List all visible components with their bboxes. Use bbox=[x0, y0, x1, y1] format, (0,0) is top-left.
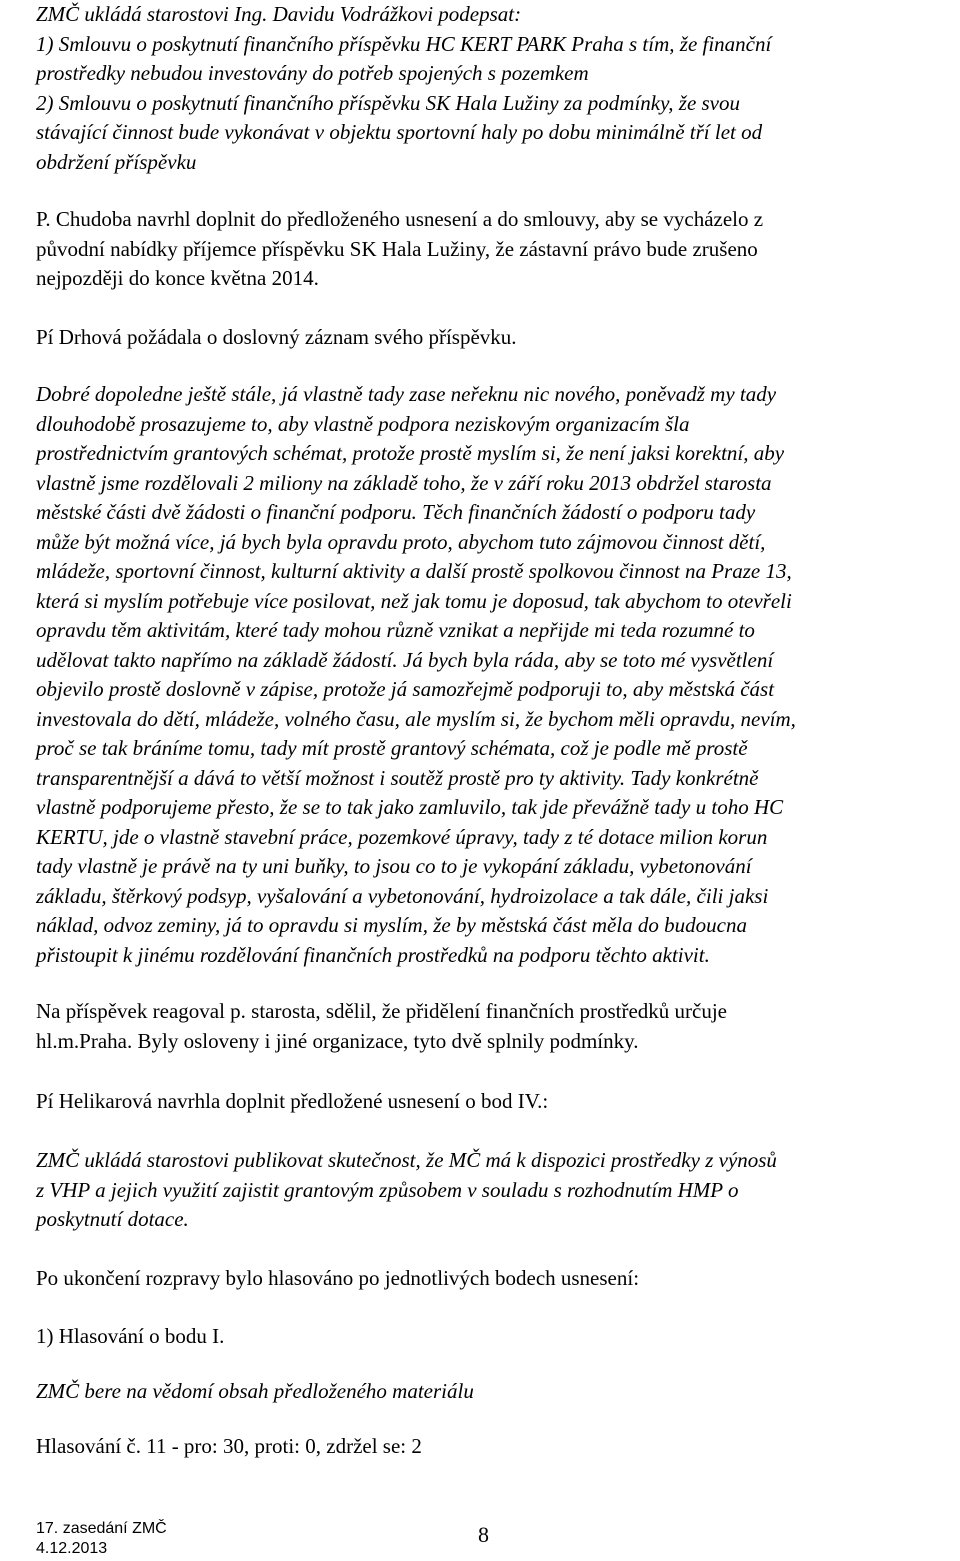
text-line: prostředky nebudou investovány do potřeb spojených s pozemkem bbox=[36, 61, 589, 85]
verbatim-speech-paragraph bbox=[36, 380, 942, 970]
text-line: Hlasování č. 11 - pro: 30, proti: 0, zdržel se: 2 bbox=[36, 1434, 422, 1458]
text-line: transparentnější a dává to větší možnost i soutěž prostě pro ty aktivity. Tady konkrétně bbox=[36, 765, 759, 790]
text-line: ZMČ bere na vědomí obsah předloženého materiálu bbox=[36, 1379, 474, 1403]
text-line: vlastně jsme rozdělovali 2 miliony na základě toho, že v září roku 2013 obdržel starosta bbox=[36, 470, 772, 495]
text-line: dlouhodobě prosazujeme to, aby vlastně podpora neziskovým organizacím šla bbox=[36, 411, 690, 436]
text-line: hl.m.Praha. Byly osloveny i jiné organizace, tyto dvě splnily podmínky. bbox=[36, 1028, 639, 1053]
request-paragraph-drhova bbox=[36, 323, 942, 353]
text-line: Dobré dopoledne ještě stále, já vlastně tady zase neřeknu nic nového, poněvadž my tady bbox=[36, 382, 777, 406]
text-line: nejpozději do konce května 2014. bbox=[36, 266, 319, 290]
text-line: městské části dvě žádosti o finanční podporu. Těch finančních žádostí o podporu tady bbox=[36, 500, 756, 524]
text-line: Pí Helikarová navrhla doplnit předložené usnesení o bod IV.: bbox=[36, 1089, 549, 1113]
text-line: KERTU, jde o vlastně stavební práce, pozemkové úpravy, tady z té dotace milion korun bbox=[36, 824, 768, 849]
text-line: Na příspěvek reagoval p. starosta, sdělil, že přidělení finančních prostředků určuje bbox=[36, 999, 728, 1023]
text-line: ZMČ ukládá starostovi Ing. Davidu Vodrážkovi podepsat: bbox=[36, 2, 522, 26]
text-line: přistoupit k jinému rozdělování finančních prostředků na podporu těchto aktivit. bbox=[36, 942, 710, 967]
text-line: 2) Smlouvu o poskytnutí finančního příspěvku SK Hala Lužiny za podmínky, že svou bbox=[36, 90, 741, 115]
text-line: která si myslím potřebuje více posilovat, než jak tomu je doposud, tak abychom to otevřeli bbox=[36, 588, 792, 613]
text-line: udělovat takto napřímo na základě žádostí. Já bych byla ráda, aby se toto mé vysvětlení bbox=[36, 647, 774, 672]
page-footer bbox=[36, 1519, 167, 1559]
text-line: investovala do dětí, mládeže, volného času, ale myslím si, že bychom měli opravdu, nevím, bbox=[36, 706, 796, 731]
text-line: P. Chudoba navrhl doplnit do předloženého usnesení a do smlouvy, aby se vycházelo z bbox=[36, 207, 764, 231]
text-line: objevilo prostě doslovně v zápise, protože já samozřejmě podporuji to, aby městská část bbox=[36, 677, 775, 701]
text-line: prostřednictvím grantových schémat, protože prostě myslím si, že není jaksi korektní, aby bbox=[36, 441, 785, 465]
page-number: 8 bbox=[478, 1522, 489, 1547]
text-line: základu, štěrkový podsyp, vyšalování a vybetonování, hydroizolace a tak dále, čili jaksi bbox=[36, 883, 769, 908]
proposal-paragraph-helikarova bbox=[36, 1087, 942, 1117]
text-line: může být možná více, já bych byla opravdu proto, abychom tuto zájmovou činnost dětí, bbox=[36, 529, 766, 554]
text-line: Po ukončení rozpravy bylo hlasováno po jednotlivých bodech usnesení: bbox=[36, 1266, 640, 1290]
text-line: 1) Smlouvu o poskytnutí finančního příspěvku HC KERT PARK Praha s tím, že finanční bbox=[36, 31, 772, 56]
text-line: proč se tak bráníme tomu, tady mít prostě grantový schémata, což je podle mě prostě bbox=[36, 736, 748, 760]
text-line: obdržení příspěvku bbox=[36, 149, 197, 174]
footer-date: 4.12.2013 bbox=[36, 1540, 108, 1557]
text-line: poskytnutí dotace. bbox=[36, 1207, 189, 1231]
text-line: 1) Hlasování o bodu I. bbox=[36, 1324, 225, 1348]
resolution-paragraph-3 bbox=[36, 1377, 942, 1407]
text-line: vlastně podporujeme přesto, že se to tak jako zamluvilo, tak jde převážně tady u toho HC bbox=[36, 795, 784, 819]
text-line: náklad, odvoz zeminy, já to opravdu si myslím, že by městská část měla do budoucna bbox=[36, 913, 747, 937]
text-line: mládeže, sportovní činnost, kulturní aktivity a další prostě spolkovou činnost na Praze 13, bbox=[36, 559, 792, 583]
reaction-paragraph-mayor bbox=[36, 997, 942, 1056]
proposal-paragraph-chudoba bbox=[36, 205, 942, 294]
voting-intro-paragraph bbox=[36, 1264, 942, 1294]
vote-result-paragraph bbox=[36, 1432, 942, 1462]
text-line: tady vlastně je právě na ty uni buňky, to jsou co to je vykopání základu, vybetonování bbox=[36, 854, 752, 878]
text-line: opravdu těm aktivitám, které tady mohou různě vznikat a nepřijde mi teda rozumné to bbox=[36, 618, 755, 642]
text-line: stávající činnost bude vykonávat v objektu sportovní haly po dobu minimálně tří let od bbox=[36, 120, 763, 144]
resolution-paragraph-1 bbox=[36, 0, 942, 177]
footer-meeting: 17. zasedání ZMČ bbox=[36, 1520, 167, 1537]
vote-item-heading bbox=[36, 1322, 942, 1352]
text-line: z VHP a jejich využití zajistit grantovým způsobem v souladu s rozhodnutím HMP o bbox=[36, 1177, 739, 1202]
text-line: původní nabídky příjemce příspěvku SK Hala Lužiny, že zástavní právo bude zrušeno bbox=[36, 236, 758, 261]
resolution-paragraph-2 bbox=[36, 1146, 942, 1235]
text-line: ZMČ ukládá starostovi publikovat skutečnost, že MČ má k dispozici prostředky z výnosů bbox=[36, 1148, 777, 1172]
text-line: Pí Drhová požádala o doslovný záznam svého příspěvku. bbox=[36, 325, 517, 349]
